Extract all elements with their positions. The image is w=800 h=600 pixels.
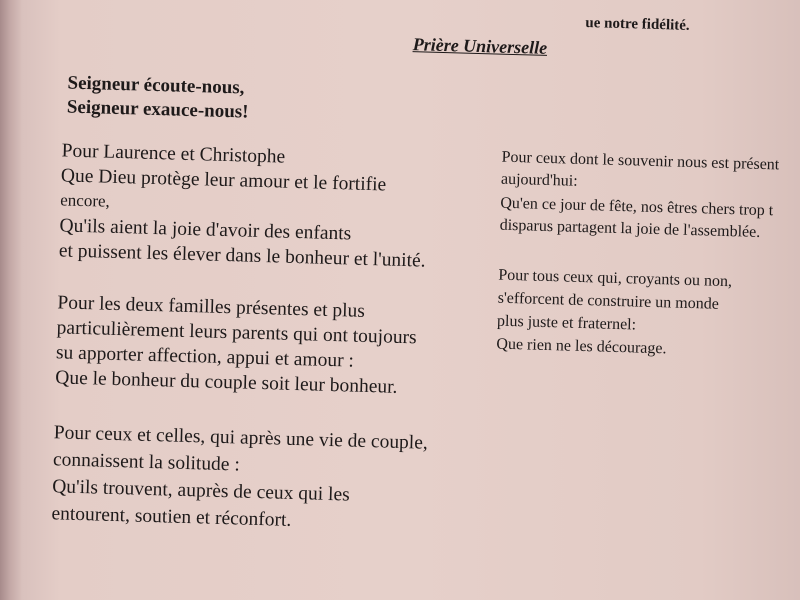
left-intention-3-line-1: Pour ceux et celles, qui après une vie de couple, xyxy=(53,422,429,454)
left-intention-3-line-2: connaissent la solitude : xyxy=(52,449,241,476)
left-intention-2-line-4: Que le bonheur du couple soit leur bonheur. xyxy=(55,367,398,398)
left-intention-3-line-3: Qu'ils trouvent, auprès de ceux qui les xyxy=(51,476,351,506)
right-intention-1-line-1: Pour ceux dont le souvenir nous est présent xyxy=(501,148,780,174)
section-title: Prière Universelle xyxy=(412,34,548,58)
left-intention-2-line-2: particulièrement leurs parents qui ont toujours xyxy=(56,317,417,349)
left-intention-1-line-4: Qu'ils aient la joie d'avoir des enfants xyxy=(59,215,352,245)
right-intention-2-line-1: Pour tous ceux qui, croyants ou non, xyxy=(498,266,733,291)
right-intention-1-line-2: aujourd'hui: xyxy=(500,170,578,190)
response-line-2: Seigneur exauce-nous! xyxy=(66,96,249,123)
right-intention-1-line-3: Qu'en ce jour de fête, nos êtres chers trop t xyxy=(500,194,774,220)
left-intention-2-line-1: Pour les deux familles présentes et plus xyxy=(57,292,366,322)
right-intention-2-line-2: s'efforcent de construire un monde xyxy=(497,289,720,313)
right-intention-2-line-4: Que rien ne les décourage. xyxy=(496,335,667,358)
response-line-1: Seigneur écoute-nous, xyxy=(67,72,245,99)
right-intention-2-line-3: plus juste et fraternel: xyxy=(496,312,637,334)
left-intention-3-line-4: entourent, soutien et réconfort. xyxy=(51,503,292,531)
left-intention-1-line-2: Que Dieu protège leur amour et le fortifie xyxy=(60,165,387,196)
left-intention-1-line-1: Pour Laurence et Christophe xyxy=(61,140,286,168)
left-intention-1-line-5: et puissent les élever dans le bonheur et l'unité. xyxy=(58,240,426,272)
left-intention-2-line-3: su apporter affection, appui et amour : xyxy=(55,342,355,372)
right-intention-1-line-4: disparus partagent la joie de l'assemblée. xyxy=(499,216,761,241)
previous-section-fragment: ue notre fidélité. xyxy=(585,14,690,34)
left-intention-1-line-3: encore, xyxy=(60,190,111,211)
